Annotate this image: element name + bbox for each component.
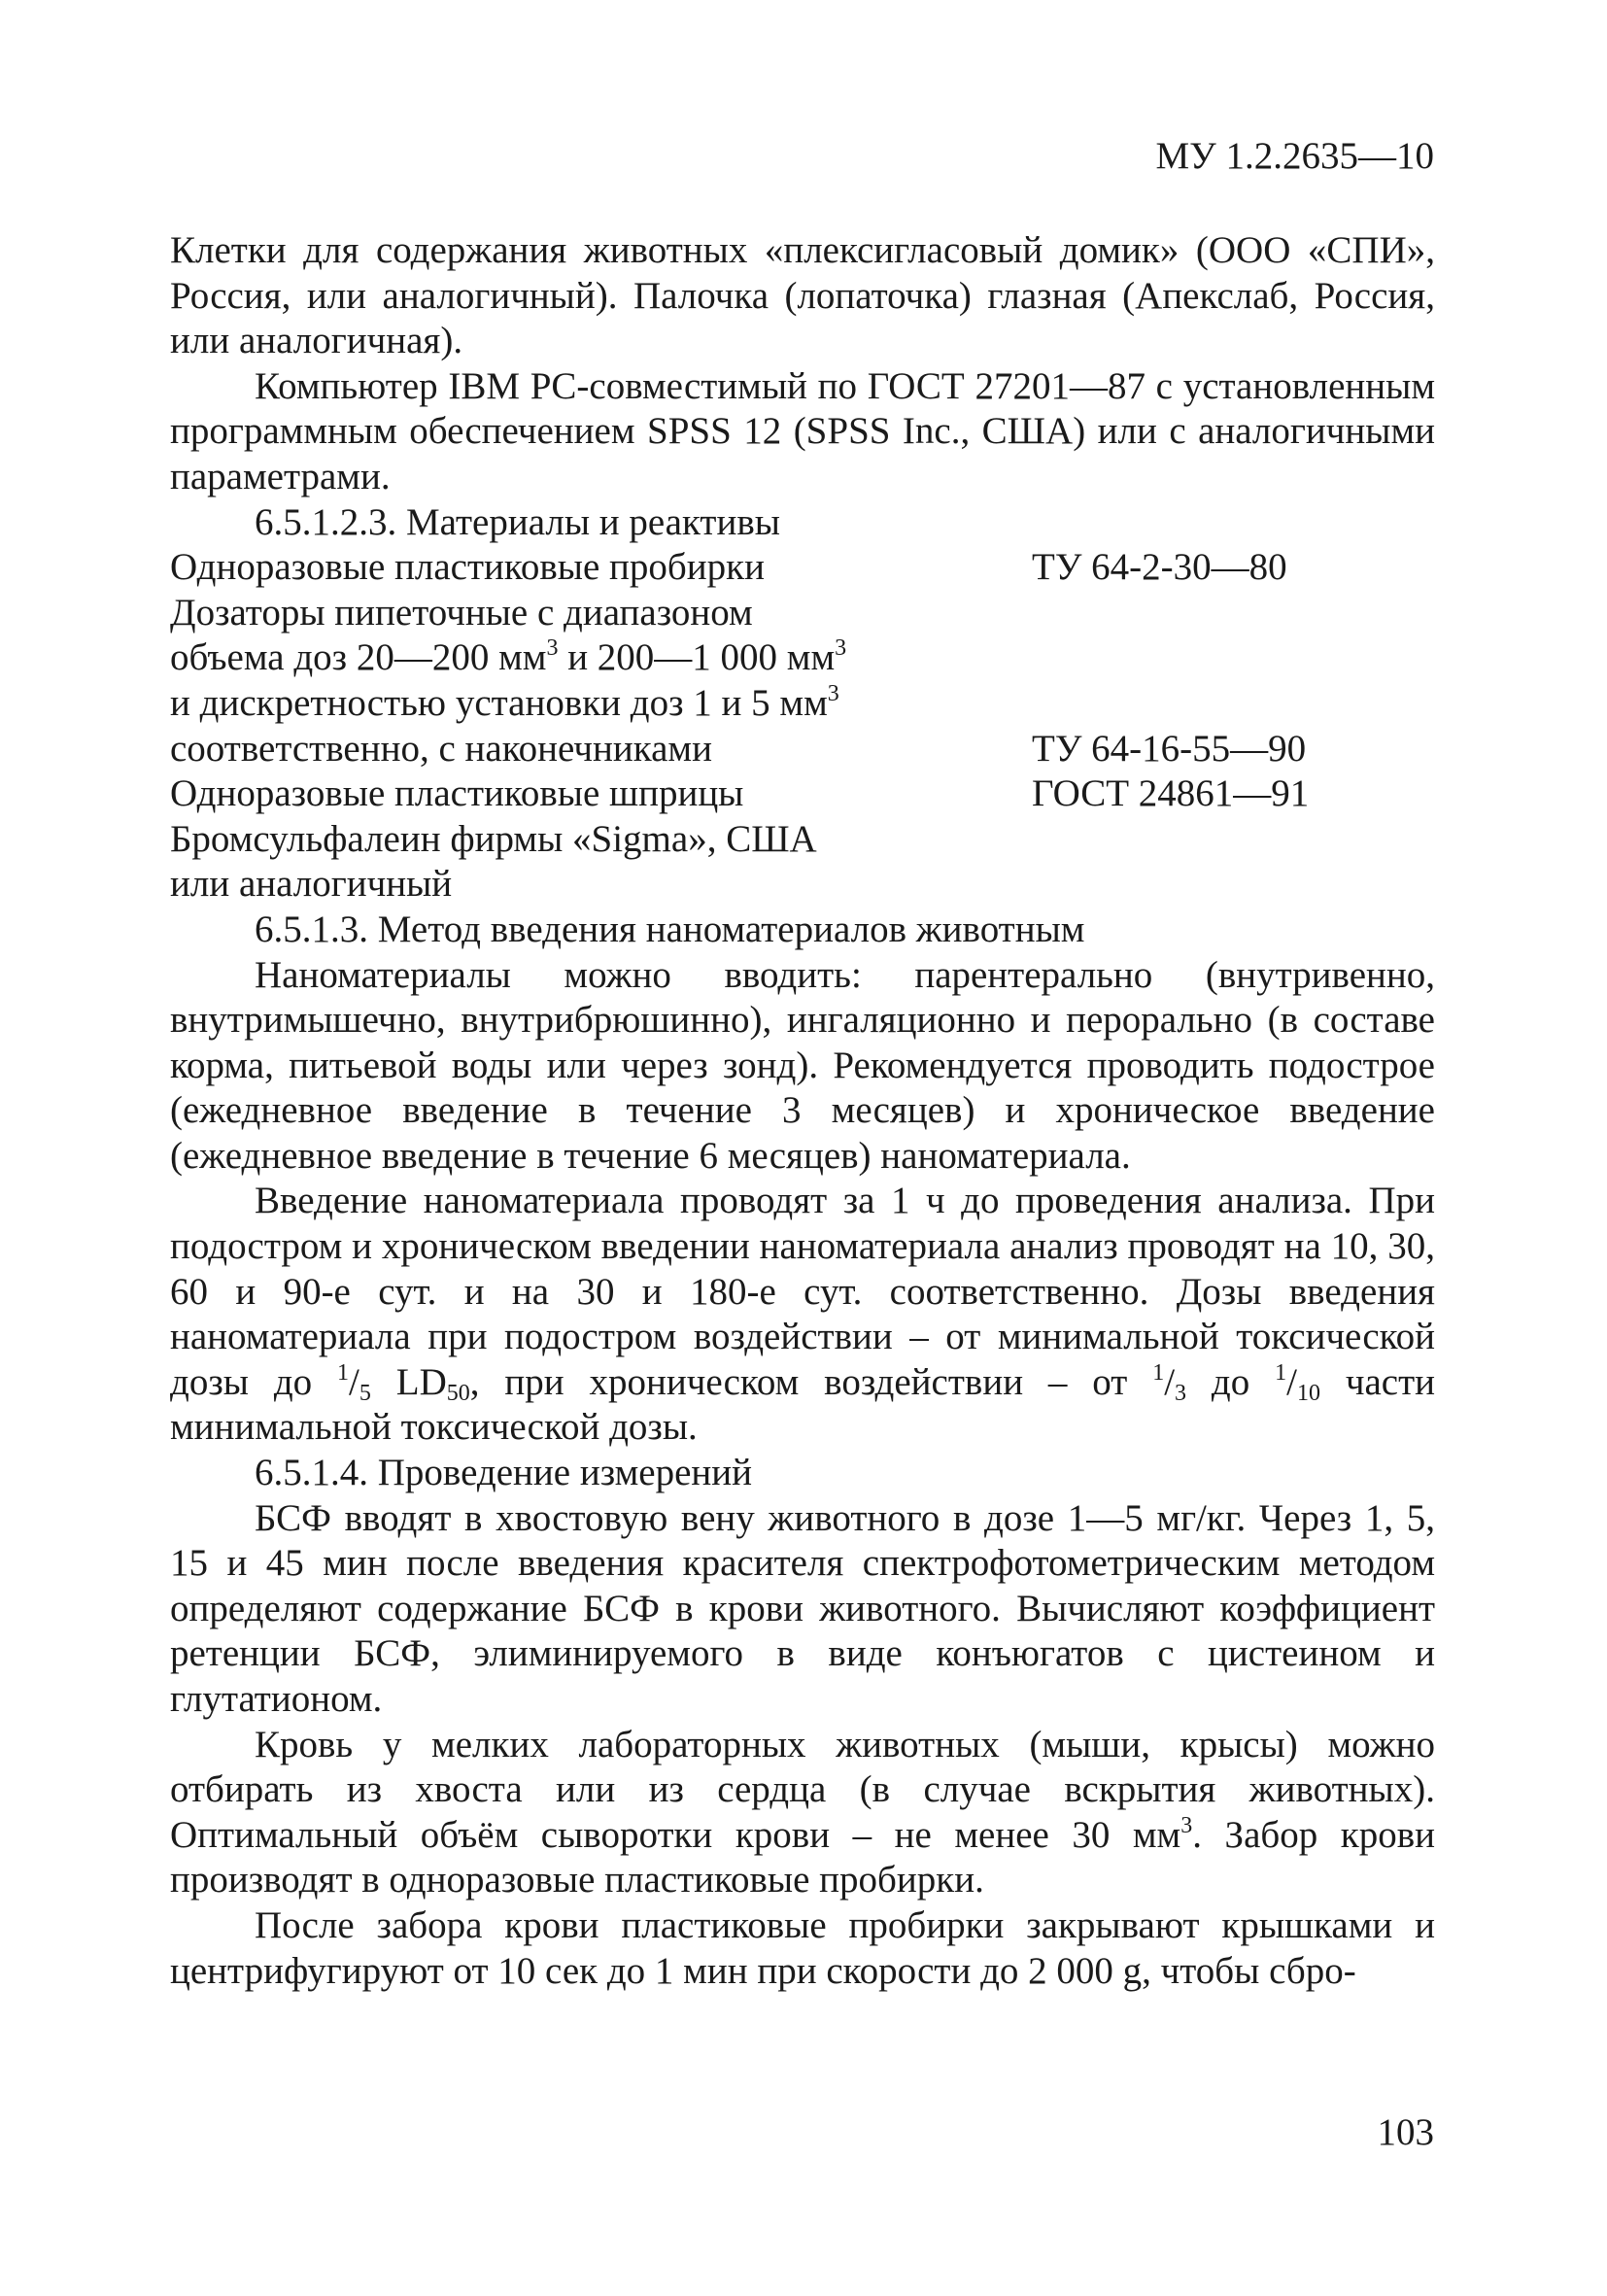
fraction-denominator: 10 <box>1296 1380 1320 1406</box>
material-name: соответственно, с наконечниками <box>170 727 712 770</box>
material-standard: ГОСТ 24861—91 <box>1032 772 1310 815</box>
dosing-text: , при хроническом воздействии – от <box>469 1360 1153 1403</box>
page-body <box>170 228 1435 1994</box>
paragraph-cages: Клетки для содержания животных «плексигласовый домик» (ООО «СПИ», Россия, или аналогичный). Палочка (лопаточка) глазная (Апекслаб, Россия, или аналогичная). <box>170 229 1435 362</box>
superscript: 3 <box>1180 1812 1193 1838</box>
fraction-numerator: 1 <box>1152 1359 1165 1386</box>
heading-measurements: 6.5.1.4. Проведение измерений <box>255 1452 752 1494</box>
heading-method: 6.5.1.3. Метод введения наноматериалов животным <box>255 908 1085 950</box>
paragraph-administration-routes: Наноматериалы можно вводить: парентерально (внутривенно, внутримышечно, внутрибрюшинно), ингаляционно и перорально (в составе корма, питьевой воды или через зонд). Рекомендуется проводить подострое (ежедневное введение в течение 3 месяцев) и хроническое введение (ежедневное введение в течение 6 месяцев) наноматериала. <box>170 953 1435 1177</box>
materials-row <box>170 635 1435 681</box>
materials-list <box>170 545 1435 908</box>
material-name: Дозаторы пипеточные с диапазоном <box>170 591 753 634</box>
material-text: и 200—1 000 мм <box>558 636 836 679</box>
sampling-text: . Забор крови производят в одноразовые пластиковые пробирки. <box>170 1813 1435 1902</box>
page-number: 103 <box>1377 2111 1434 2153</box>
materials-row <box>170 545 1435 591</box>
material-text: объема доз 20—200 мм <box>170 636 547 679</box>
superscript: 3 <box>546 635 559 662</box>
fraction-numerator: 1 <box>337 1359 350 1386</box>
heading-materials: 6.5.1.2.3. Материалы и реактивы <box>255 500 780 543</box>
material-standard: ТУ 64-2-30—80 <box>1032 546 1287 589</box>
materials-row <box>170 727 1435 772</box>
superscript: 3 <box>835 635 847 662</box>
materials-row <box>170 681 1435 727</box>
materials-row <box>170 771 1435 817</box>
paragraph-blood-sampling <box>170 1723 1435 1903</box>
document-code-header: МУ 1.2.2635—10 <box>1155 135 1434 177</box>
material-text: и дискретностью установки доз 1 и 5 мм <box>170 681 828 724</box>
material-name: Бромсульфалеин фирмы «Sigma», США <box>170 817 817 860</box>
fraction-denominator: 5 <box>359 1380 371 1406</box>
dosing-text: Введение наноматериала проводят за 1 ч до проведения анализа. При подостром и хроническом введении наноматериала анализ проводят на 10, 30, 60 и 90-е сут. и на 30 и 180-е сут. соответственно. Дозы введения наноматериала при подостром воздействии – от минимальной токсической дозы до <box>170 1180 1435 1403</box>
material-standard: ТУ 64-16-55—90 <box>1032 727 1307 770</box>
superscript: 3 <box>827 680 839 706</box>
material-name: Одноразовые пластиковые пробирки <box>170 546 765 589</box>
dosing-text: до <box>1186 1360 1276 1403</box>
fraction-numerator: 1 <box>1275 1359 1287 1386</box>
materials-row <box>170 862 1435 908</box>
materials-row <box>170 591 1435 636</box>
paragraph-dosing: Введение наноматериала проводят за 1 ч до проведения анализа. При подостром и хроническом введении наноматериала анализ проводят на 10, 30, 60 и 90-е сут. и на 30 и 180-е сут. соответственно. Дозы введения наноматериала при подостром воздействии – от минимальной токсической дозы до $^1/_5$ $LD_{50}$, при хроническом воздействии – от $^1/_3$ до $^1/_{10}$ части минимальной токсической дозы. <box>170 1180 1435 1449</box>
sampling-text: Кровь у мелких лабораторных животных (мыши, крысы) можно отбирать из хвоста или из сердца (в случае вскрытия животных). Оптимальный объём сыворотки крови – не менее 30 мм <box>170 1723 1435 1856</box>
material-name: или аналогичный <box>170 863 453 906</box>
fraction-denominator: 3 <box>1175 1380 1187 1406</box>
paragraph-centrifugation: После забора крови пластиковые пробирки закрывают крышками и центрифугируют от 10 сек до 1 мин при скорости до 2 000 g, чтобы сбро- <box>170 1903 1435 1992</box>
material-name: Одноразовые пластиковые шприцы <box>170 772 744 815</box>
material-name <box>170 635 1032 681</box>
subscript: 50 <box>446 1380 470 1406</box>
dosing-text: части минимальной токсической дозы. <box>170 1360 1435 1449</box>
dosing-text: LD <box>370 1360 447 1403</box>
material-name <box>170 681 1032 727</box>
paragraph-computer: Компьютер IBM PC-совместимый по ГОСТ 27201—87 с установленным программным обеспечением SPSS 12 (SPSS Inc., США) или с аналогичными параметрами. <box>170 364 1435 497</box>
materials-row <box>170 817 1435 863</box>
paragraph-bsf-injection: БСФ вводят в хвостовую вену животного в дозе 1—5 мг/кг. Через 1, 5, 15 и 45 мин после введения красителя спектрофотометрическим методом определяют содержание БСФ в крови животного. Вычисляют коэффициент ретенции БСФ, элиминируемого в виде конъюгатов с цистеином и глутатионом. <box>170 1496 1435 1720</box>
